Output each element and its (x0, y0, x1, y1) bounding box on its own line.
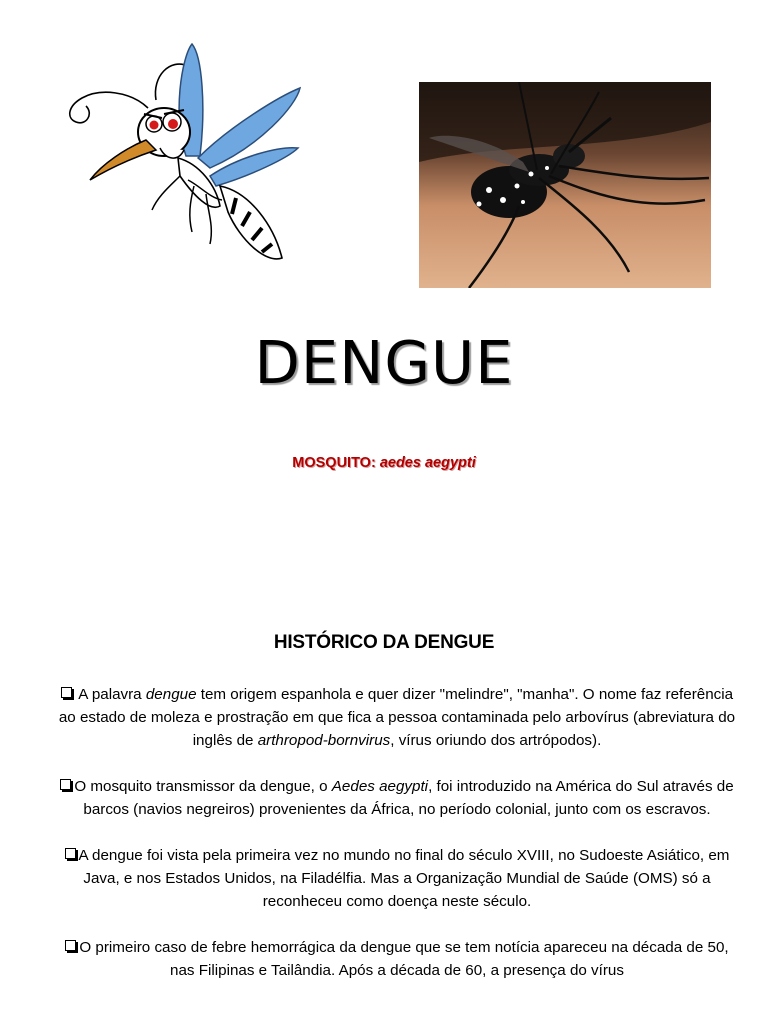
checkbox-bullet-icon (61, 687, 72, 698)
mosquito-subtitle (0, 455, 768, 471)
checkbox-bullet-icon (65, 848, 76, 859)
paragraph-text: O mosquito transmissor da dengue, o (74, 778, 332, 795)
checkbox-bullet-icon (60, 779, 71, 790)
mosquito-species: aedes aegypti (379, 455, 476, 471)
mosquito-label: MOSQUITO: (292, 455, 380, 471)
paragraph-text: O primeiro caso de febre hemorrágica da dengue que se tem notícia apareceu na década de 50, nas Filipinas e Tailândia. Após a década de 60, a presença do vírus (79, 939, 729, 979)
paragraph-4 (54, 936, 740, 982)
paragraph-emphasis: Aedes aegypti (331, 778, 429, 795)
paragraph-emphasis: dengue (145, 686, 197, 703)
section-title: HISTÓRICO DA DENGUE (273, 632, 495, 653)
paragraph-text: A palavra (74, 686, 146, 703)
paragraph-text: A dengue foi vista pela primeira vez no mundo no final do século XVIII, no Sudoeste Asiático, em Java, e nos Estados Unidos, na Filadélfia. Mas a Organização Mundial de Saúde (OMS) só a reconheceu como doença neste século. (78, 847, 730, 910)
paragraph-emphasis: arthropod-bornvirus (257, 732, 391, 749)
paragraph-1 (54, 683, 740, 752)
paragraph-2 (54, 775, 740, 821)
document-body (54, 683, 740, 1005)
mosquito-photo (419, 82, 711, 288)
paragraph-text: , vírus oriundo dos artrópodos). (390, 732, 602, 749)
checkbox-bullet-icon (65, 940, 76, 951)
cartoon-mosquito-illustration (60, 36, 308, 268)
page-title: DENGUE (254, 328, 514, 397)
paragraph-text: , foi introduzido na América do Sul através de barcos (navios negreiros) provenientes da África, no período colonial, junto com os escravos. (83, 778, 734, 818)
paragraph-3 (54, 844, 740, 913)
paragraph-text: tem origem espanhola e quer dizer "melindre", "manha". O nome faz referência ao estado de moleza e prostração em que fica a pessoa contaminada pelo arbovírus (abreviatura do inglês de (58, 686, 736, 749)
